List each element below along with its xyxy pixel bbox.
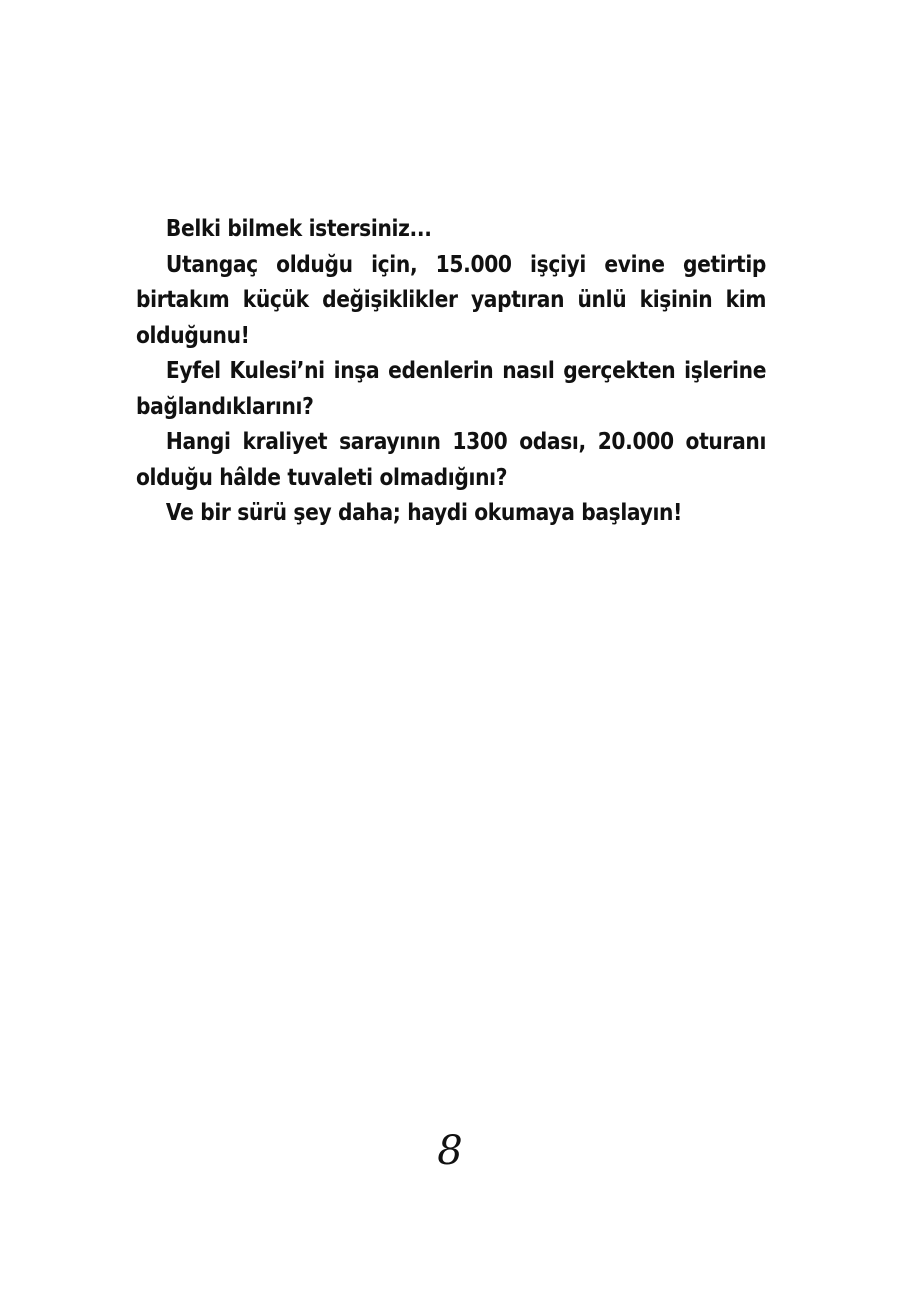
paragraph-royal-palace: Hangi kraliyet sarayının 1300 odası, 20.000 oturanı olduğu hâlde tuvaleti olmadığını? xyxy=(136,429,767,491)
paragraph-intro: Belki bilmek istersiniz... xyxy=(165,216,432,242)
paragraph-eiffel-tower: Eyfel Kulesi’ni inşa edenlerin nasıl gerçekten işlerine bağlandıklarını? xyxy=(136,358,767,420)
paragraph-closing: Ve bir sürü şey daha; haydi okumaya başlayın! xyxy=(165,500,682,526)
page-number: 8 xyxy=(437,1128,463,1174)
paragraph-shy-person: Utangaç olduğu için, 15.000 işçiyi evine getirtip birtakım küçük değişiklikler yaptıran ünlü kişinin kim olduğunu! xyxy=(136,251,767,349)
body-text xyxy=(136,212,766,532)
